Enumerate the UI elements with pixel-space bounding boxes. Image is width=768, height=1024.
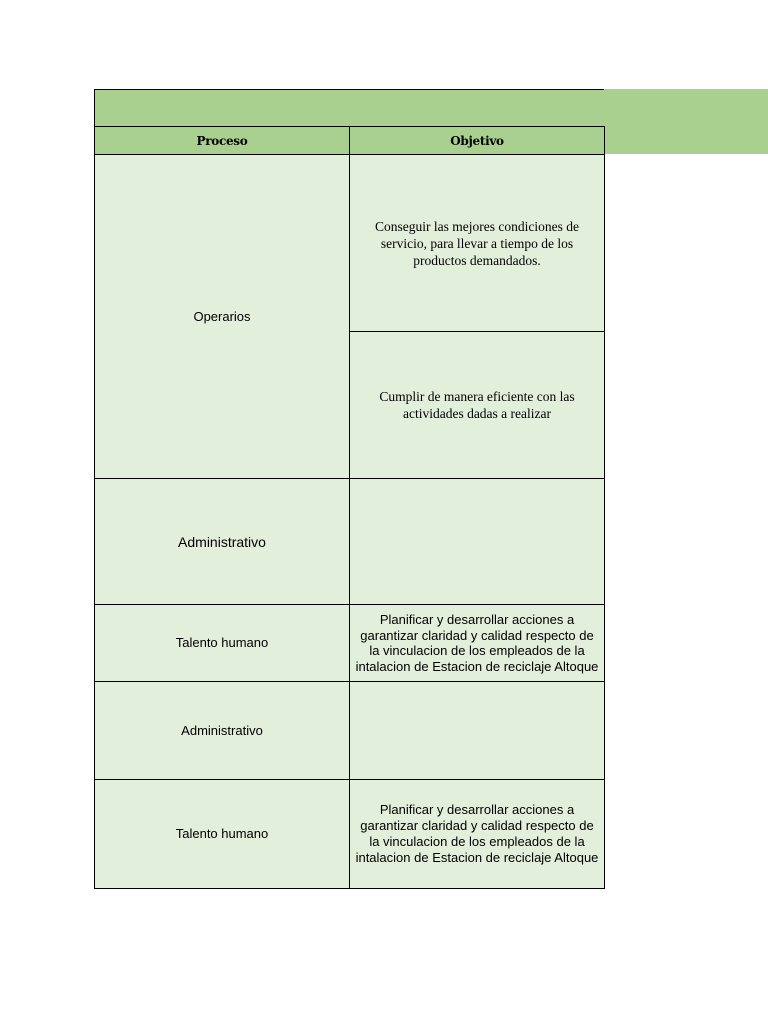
title-cell xyxy=(94,89,604,126)
objective-cell-talento-humano-2 xyxy=(349,779,605,889)
objective-cell-operarios-1 xyxy=(349,154,605,332)
objective-cell-talento-humano xyxy=(349,604,605,682)
process-cell-operarios: Operarios xyxy=(94,154,350,479)
process-cell-talento-humano-2: Talento humano xyxy=(94,779,350,889)
objective-text: Planificar y desarrollar acciones a garantizar claridad y calidad respecto de la vinculacion de los empleados de la intalacion de Estacion de reciclaje Altoque xyxy=(355,612,599,674)
objective-cell-administrativo xyxy=(349,478,605,605)
objective-cell-operarios-2 xyxy=(349,331,605,479)
objective-text: Cumplir de manera eficiente con las actividades dadas a realizar xyxy=(379,389,575,421)
process-cell-administrativo-2: Administrativo xyxy=(94,681,350,780)
process-cell-administrativo: Administrativo xyxy=(94,478,350,605)
objective-text: Planificar y desarrollar acciones a garantizar claridad y calidad respecto de la vinculacion de los empleados de la intalacion de Estacion de reciclaje Altoque xyxy=(355,802,599,865)
objective-cell-administrativo-2 xyxy=(349,681,605,780)
header-process: Proceso xyxy=(94,126,350,155)
process-cell-talento-humano: Talento humano xyxy=(94,604,350,682)
objective-text: Conseguir las mejores condiciones de servicio, para llevar a tiempo de los productos demandados. xyxy=(375,218,579,268)
header-objective: Objetivo xyxy=(349,126,605,155)
